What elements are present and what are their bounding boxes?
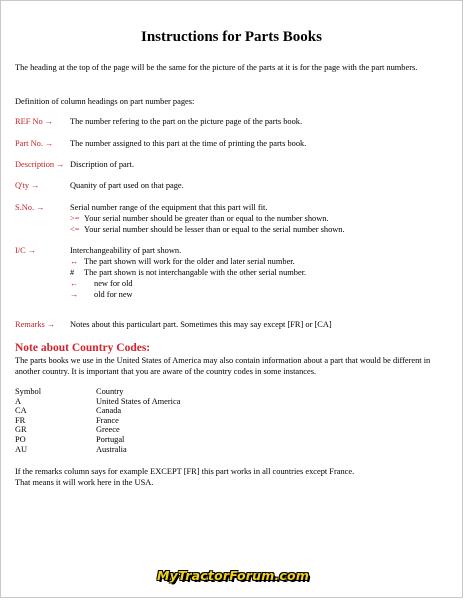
- intro-paragraph: The heading at the top of the page will be the same for the picture of the parts at it is for the page with the part numbers.: [15, 63, 418, 72]
- ic-note: ← new for old: [70, 279, 133, 288]
- column-header-country: Country: [96, 387, 124, 396]
- term-label: Part No. →: [15, 139, 54, 148]
- table-row: GR Greece: [15, 425, 120, 435]
- sno-note: <= Your serial number should be lesser than or equal to the serial number shown.: [70, 225, 345, 234]
- country-codes-heading: Note about Country Codes:: [15, 342, 151, 354]
- term-description: Serial number range of the equipment that this part will fit. >= Your serial number should be greater than or equal to the number shown. <= Your serial number should be lesser than or equal to the serial number shown.: [70, 202, 450, 235]
- term-description: The number assigned to this part at the time of printing the parts book.: [70, 139, 307, 148]
- country-codes-table: [15, 387, 180, 454]
- ic-note: ↔ The part shown will work for the older and later serial number.: [70, 257, 295, 266]
- term-label: Description →: [15, 160, 65, 169]
- logo-text: MyTractorForum.com: [156, 567, 310, 583]
- column-header-symbol: Symbol: [15, 387, 42, 396]
- term-description: Interchangeability of part shown. ↔ The part shown will work for the older and later serial number. # The part shown is not interchangable with the other serial number. ← new for old → old for new: [70, 245, 450, 300]
- table-row: FR France: [15, 415, 119, 425]
- remarks-note-1: If the remarks column says for example EXCEPT [FR] this part works in all countries except France.: [15, 467, 355, 476]
- table-row: PO Portugal: [15, 434, 125, 444]
- term-description: Notes about this particulart part. Sometimes this may say except [FR] or [CA]: [70, 320, 332, 329]
- ic-note: # The part shown is not interchangable with the other serial number.: [70, 268, 307, 277]
- term-label: S.No. →: [15, 203, 45, 212]
- term-description: Quanity of part used on that page.: [70, 181, 184, 190]
- table-header-row: [15, 387, 180, 397]
- term-description: The number refering to the part on the picture page of the parts book.: [70, 117, 303, 126]
- term-description: Discription of part.: [70, 160, 134, 169]
- term-label: I/C →: [15, 246, 37, 255]
- table-row: AU Australia: [15, 444, 127, 454]
- term-label: Remarks →: [15, 320, 56, 329]
- mytractorforum-logo: [156, 564, 310, 586]
- table-row: CA Canada: [15, 406, 122, 416]
- country-intro: The parts books we use in the United States of America may also contain information about a part that would be different in another country. It is important that you are aware of the country codes in some instances.: [15, 356, 431, 376]
- sno-note: >= Your serial number should be greater than or equal to the number shown.: [70, 214, 329, 223]
- remarks-note-2: That means it will work here in the USA.: [15, 478, 154, 487]
- term-label: REF No →: [15, 117, 54, 126]
- definition-heading: Definition of column headings on part number pages:: [15, 97, 195, 106]
- table-row: A United States of America: [15, 396, 181, 406]
- page-title: Instructions for Parts Books: [141, 29, 322, 45]
- term-label: Q'ty →: [15, 181, 40, 190]
- ic-note: → old for new: [70, 290, 133, 299]
